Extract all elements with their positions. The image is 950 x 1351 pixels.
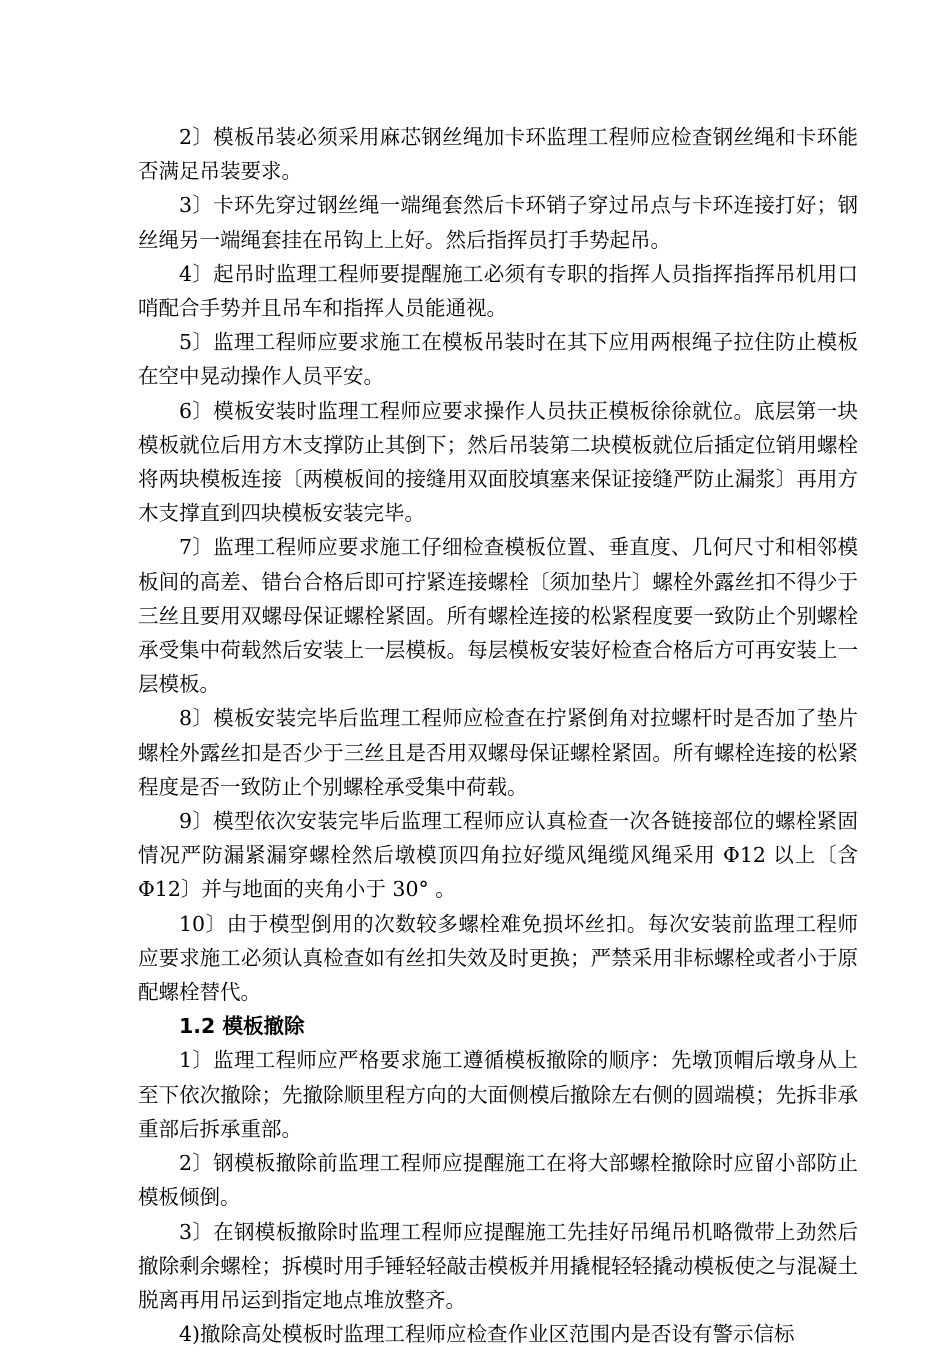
section-heading: 1.2 模板撤除 (179, 1014, 305, 1039)
paragraph-4: 4〕起吊时监理工程师要提醒施工必须有专职的指挥人员指挥指挥吊机用口哨配合手势并且吊车和指挥人员能通视。 (138, 261, 858, 321)
removal-paragraph-4: 4)撤除高处模板时监理工程师应检查作业区范围内是否设有警示信标 (179, 1322, 795, 1347)
paragraph-9: 9〕模型依次安装完毕后监理工程师应认真检查一次各链接部位的螺栓紧固情况严防漏紧漏穿螺栓然后墩模顶四角拉好缆风绳缆风绳采用 Φ12 以上〔含 Φ12〕并与地面的夹角小于 30° 。 (138, 809, 858, 902)
paragraph-6: 6〕模板安装时监理工程师应要求操作人员扶正模板徐徐就位。底层第一块模板就位后用方木支撑防止其倒下；然后吊装第二块模板就位后插定位销用螺栓将两块模板连接〔两模板间的接缝用双面胶填塞来保证接缝严防止漏浆〕再用方木支撑直到四块模板安装完毕。 (138, 398, 858, 526)
paragraph-8: 8〕模板安装完毕后监理工程师应检查在拧紧倒角对拉螺杆时是否加了垫片螺栓外露丝扣是否少于三丝且是否用双螺母保证螺栓紧固。所有螺栓连接的松紧程度是否一致防止个别螺栓承受集中荷载。 (138, 706, 858, 799)
document-page (138, 120, 858, 1351)
removal-paragraph-2: 2〕钢模板撤除前监理工程师应提醒施工在将大部螺栓撤除时应留小部防止模板倾倒。 (138, 1151, 858, 1210)
paragraph-5: 5〕监理工程师应要求施工在模板吊装时在其下应用两根绳子拉住防止模板在空中晃动操作人员平安。 (138, 330, 858, 389)
removal-paragraph-1: 1〕监理工程师应严格要求施工遵循模板撤除的顺序：先墩顶帽后墩身从上至下依次撤除；先撤除顺里程方向的大面侧模后撤除左右侧的圆端模；先拆非承重部后拆承重部。 (138, 1048, 858, 1141)
removal-paragraph-3: 3〕在钢模板撤除时监理工程师应提醒施工先挂好吊绳吊机略微带上劲然后撤除剩余螺栓；拆模时用手锤轻轻敲击模板并用撬棍轻轻撬动模板使之与混凝土脱离再用吊运到指定地点堆放整齐。 (138, 1219, 858, 1312)
paragraph-7: 7〕监理工程师应要求施工仔细检查模板位置、垂直度、几何尺寸和相邻模板间的高差、错台合格后即可拧紧连接螺栓〔须加垫片〕螺栓外露丝扣不得少于三丝且要用双螺母保证螺栓紧固。所有螺栓连接的松紧程度要一致防止个别螺栓承受集中荷载然后安装上一层模板。每层模板安装好检查合格后方可再安装上一层模板。 (138, 535, 858, 697)
paragraph-2: 2〕模板吊装必须采用麻芯钢丝绳加卡环监理工程师应检查钢丝绳和卡环能否满足吊装要求。 (138, 125, 858, 184)
paragraph-3: 3〕卡环先穿过钢丝绳一端绳套然后卡环销子穿过吊点与卡环连接打好；钢丝绳另一端绳套挂在吊钩上上好。然后指挥员打手势起吊。 (138, 193, 858, 252)
paragraph-10: 10〕由于模型倒用的次数较多螺栓难免损坏丝扣。每次安装前监理工程师应要求施工必须认真检查如有丝扣失效及时更换；严禁采用非标螺栓或者小于原配螺栓替代。 (138, 911, 858, 1005)
